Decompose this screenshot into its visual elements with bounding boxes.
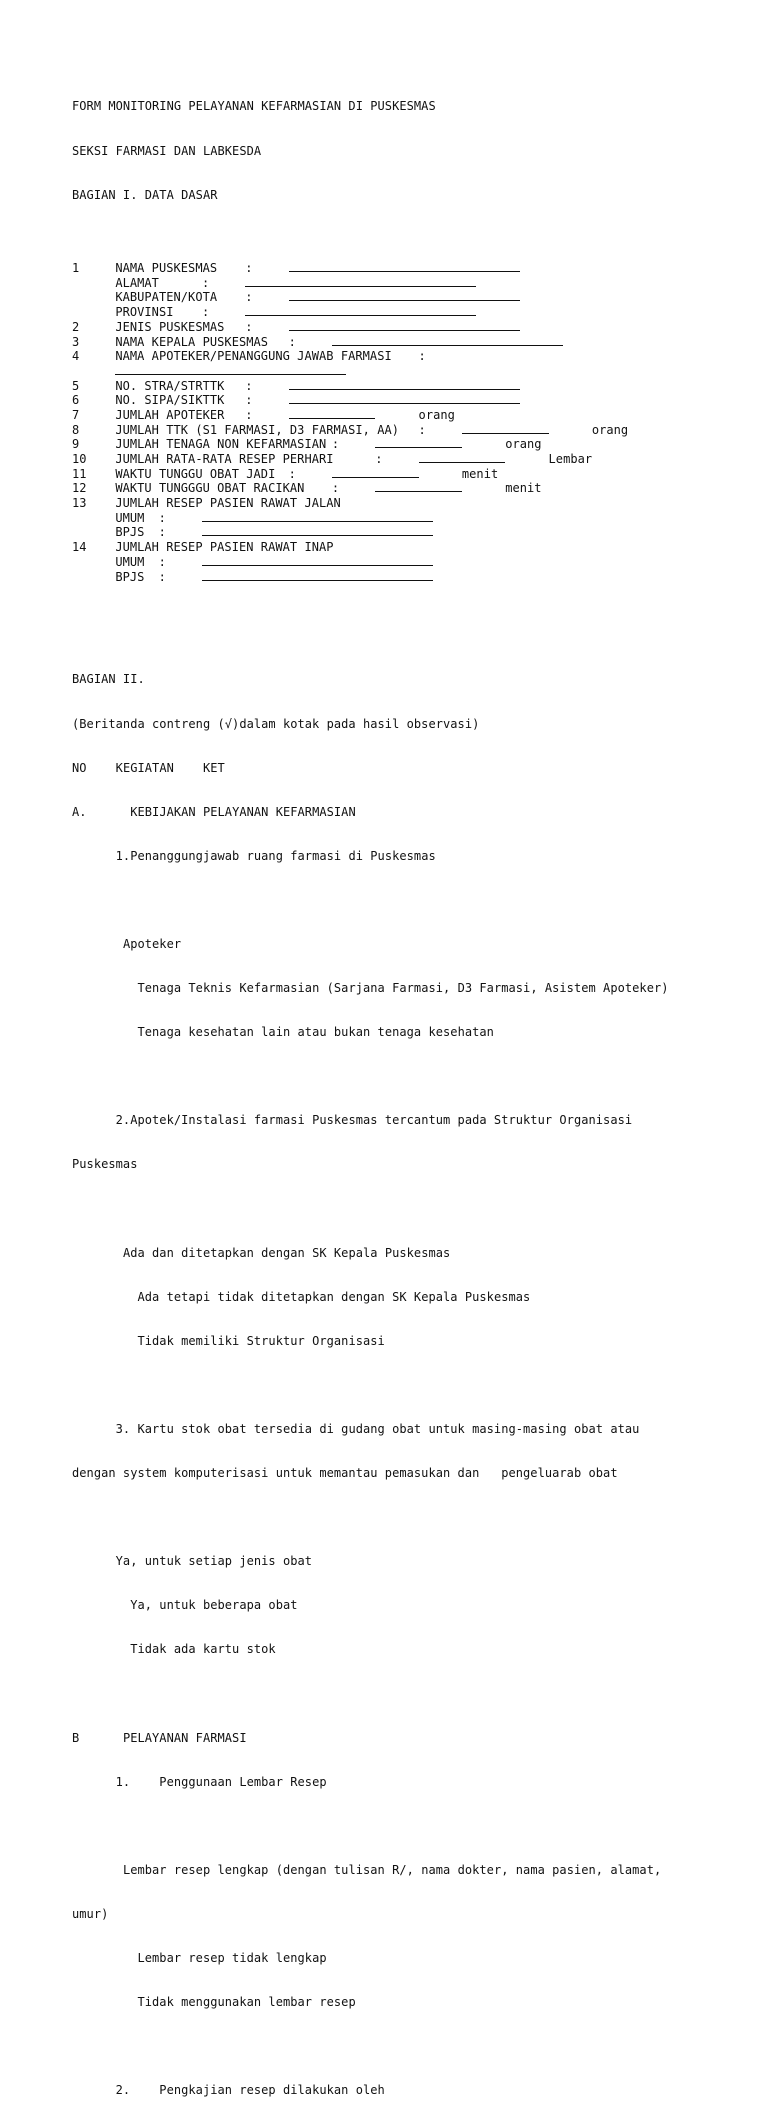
b-question-1-text: 1. Penggunaan Lembar Resep [115, 1774, 327, 1789]
field-input-line[interactable] [375, 481, 462, 492]
field-separator: : [158, 554, 166, 569]
field-input-line[interactable] [202, 525, 433, 536]
b1-option-3 [72, 1995, 712, 2010]
field-row [72, 525, 712, 540]
field-row [72, 481, 712, 496]
field-label: JUMLAH TTK (S1 FARMASI, D3 FARMASI, AA) [115, 422, 400, 437]
field-row [72, 276, 712, 291]
field-label: NAMA APOTEKER/PENANGGUNG JAWAB FARMASI [115, 349, 392, 364]
b1-option-2-text: Lembar resep tidak lengkap [137, 1951, 327, 1966]
field-row [72, 349, 712, 364]
field-label: BPJS [115, 569, 145, 584]
form-title: FORM MONITORING PELAYANAN KEFARMASIAN DI PUSKESMAS [72, 99, 436, 114]
field-row [72, 261, 712, 276]
field-separator: : [375, 452, 383, 467]
q1-option-3 [72, 1025, 712, 1040]
field-number: 2 [72, 319, 80, 334]
field-row [72, 393, 712, 408]
field-number: 14 [72, 540, 87, 555]
field-unit: orang [591, 422, 629, 437]
section-b-title: PELAYANAN FARMASI [122, 1730, 247, 1745]
question-1 [72, 849, 712, 864]
field-input-line[interactable] [202, 511, 433, 522]
field-number: 9 [72, 437, 80, 452]
field-input-line[interactable] [289, 320, 520, 331]
field-input-line[interactable] [332, 467, 419, 478]
b-question-1 [72, 1775, 712, 1790]
q2-option-3 [72, 1334, 712, 1349]
field-number: 7 [72, 407, 80, 422]
field-input-line[interactable] [289, 261, 520, 272]
field-number: 10 [72, 452, 87, 467]
field-input-line[interactable] [202, 555, 433, 566]
field-input-line[interactable] [245, 305, 476, 316]
q1-option-2-text: Tenaga Teknis Kefarmasian (Sarjana Farmasi, D3 Farmasi, Asistem Apoteker) [137, 981, 669, 996]
field-input-line[interactable] [289, 290, 520, 301]
field-separator: : [288, 334, 296, 349]
section-b-heading [72, 1731, 712, 1746]
field-row [72, 437, 712, 452]
field-number: 13 [72, 496, 87, 511]
section-a-title: KEBIJAKAN PELAYANAN KEFARMASIAN [130, 804, 356, 819]
field-separator: : [288, 466, 296, 481]
field-row [72, 452, 712, 467]
b1-option-3-text: Tidak menggunakan lembar resep [137, 1995, 356, 2010]
field-label: KABUPATEN/KOTA [115, 290, 218, 305]
field-label: UMUM [115, 510, 145, 525]
field-label: JUMLAH TENAGA NON KEFARMASIAN [115, 437, 327, 452]
q2-option-1-text: Ada dan ditetapkan dengan SK Kepala Puskesmas [122, 1245, 451, 1260]
field-row [72, 570, 712, 585]
field-separator: : [158, 525, 166, 540]
field-number: 4 [72, 349, 80, 364]
b-question-2-text: 2. Pengkajian resep dilakukan oleh [115, 2083, 385, 2098]
field-label: NAMA KEPALA PUSKESMAS [115, 334, 269, 349]
field-row [72, 320, 712, 335]
section-2-instruction: (Beritanda contreng (√)dalam kotak pada hasil observasi) [72, 716, 480, 731]
field-label: WAKTU TUNGGU OBAT JADI [115, 466, 276, 481]
field-label: BPJS [115, 525, 145, 540]
field-row [72, 290, 712, 305]
b-question-2 [72, 2083, 712, 2098]
field-separator: : [331, 481, 340, 496]
q3-option-2-text: Ya, untuk beberapa obat [130, 1598, 298, 1613]
field-separator: : [418, 349, 426, 364]
field-input-line[interactable] [375, 437, 462, 448]
field-label: JUMLAH RESEP PASIEN RAWAT INAP [115, 540, 334, 555]
field-unit: orang [505, 437, 542, 452]
field-number: 5 [72, 378, 80, 393]
q2-option-1 [72, 1246, 712, 1261]
col-kegiatan: KEGIATAN [115, 760, 174, 775]
field-label: NO. STRA/STRTTK [115, 378, 225, 393]
field-separator: : [245, 393, 253, 408]
section-2-title: BAGIAN II. [72, 672, 145, 687]
field-label: JUMLAH RATA-RATA RESEP PERHARI [115, 452, 334, 467]
field-row [72, 379, 712, 394]
field-input-line[interactable] [289, 393, 520, 404]
field-separator: : [245, 407, 253, 422]
field-label: PROVINSI [115, 305, 174, 320]
q1-option-3-text: Tenaga kesehatan lain atau bukan tenaga kesehatan [137, 1025, 494, 1040]
field-label: UMUM [115, 554, 145, 569]
field-unit: menit [461, 466, 499, 481]
document-page [72, 70, 712, 2113]
field-label: NAMA PUSKESMAS [115, 261, 218, 276]
field-number: 3 [72, 334, 80, 349]
field-number: 11 [72, 466, 87, 481]
field-label: JENIS PUSKESMAS [115, 319, 225, 334]
q1-option-1-text: Apoteker [122, 936, 182, 951]
question-1-text: 1.Penanggungjawab ruang farmasi di Puskesmas [115, 848, 436, 863]
question-2-line-2: Puskesmas [72, 1157, 138, 1172]
field-separator: : [245, 319, 253, 334]
q3-option-3-text: Tidak ada kartu stok [130, 1642, 276, 1657]
q3-option-2 [72, 1598, 712, 1613]
col-no: NO [72, 760, 87, 775]
q2-option-2 [72, 1290, 712, 1305]
q1-option-1 [72, 937, 712, 952]
field-unit: orang [418, 407, 455, 422]
field-separator: : [331, 437, 340, 452]
b1-option-1-line-2: umur) [72, 1907, 109, 1922]
question-3-line-2: dengan system komputerisasi untuk memantau pemasukan dan pengeluarab obat [72, 1466, 618, 1481]
b1-option-2 [72, 1951, 712, 1966]
field-row [72, 408, 712, 423]
field-separator: : [245, 290, 253, 305]
field-input-line[interactable] [115, 364, 346, 375]
field-input-line[interactable] [289, 379, 520, 390]
field-number: 1 [72, 261, 80, 276]
field-row [72, 496, 712, 511]
field-input-line[interactable] [462, 423, 549, 434]
field-separator: : [201, 275, 210, 290]
field-row [72, 305, 712, 320]
col-ket: KET [202, 760, 225, 775]
section-b-no: B [72, 1730, 80, 1745]
field-row-continuation [72, 364, 712, 379]
field-label: JUMLAH RESEP PASIEN RAWAT JALAN [115, 496, 341, 511]
field-row [72, 511, 712, 526]
field-input-line[interactable] [332, 335, 563, 346]
field-unit: Lembar [548, 452, 593, 467]
field-separator: : [201, 305, 210, 320]
field-label: NO. SIPA/SIKTTK [115, 393, 225, 408]
field-input-line[interactable] [419, 452, 506, 463]
q2-option-2-text: Ada tetapi tidak ditetapkan dengan SK Kepala Puskesmas [137, 1289, 531, 1304]
field-row [72, 467, 712, 482]
form-subtitle: SEKSI FARMASI DAN LABKESDA [72, 143, 262, 158]
field-row [72, 423, 712, 438]
question-3-text-a: 3. Kartu stok obat tersedia di gudang obat untuk masing-masing obat atau [115, 1422, 640, 1437]
b1-option-1-line-1 [72, 1863, 712, 1878]
field-unit: menit [505, 481, 542, 496]
field-row [72, 540, 712, 555]
b1-option-1-text: Lembar resep lengkap (dengan tulisan R/, nama dokter, nama pasien, alamat, [122, 1862, 662, 1877]
field-input-line[interactable] [245, 276, 476, 287]
field-number: 6 [72, 393, 80, 408]
q3-option-3 [72, 1642, 712, 1657]
q1-option-2 [72, 981, 712, 996]
q3-option-1 [72, 1554, 712, 1569]
field-input-line[interactable] [202, 570, 433, 581]
field-number: 12 [72, 481, 87, 496]
field-input-line[interactable] [289, 408, 376, 419]
data-fields [72, 261, 712, 584]
field-separator: : [245, 261, 253, 276]
field-separator: : [418, 422, 426, 437]
section-a-no: A. [72, 804, 87, 819]
field-label: WAKTU TUNGGGU OBAT RACIKAN [115, 481, 305, 496]
field-separator: : [158, 510, 166, 525]
question-3-line-1 [72, 1422, 712, 1437]
field-separator: : [158, 569, 166, 584]
question-2-text-a: 2.Apotek/Instalasi farmasi Puskesmas tercantum pada Struktur Organisasi [115, 1113, 633, 1128]
field-number: 8 [72, 422, 80, 437]
field-label: JUMLAH APOTEKER [115, 407, 225, 422]
section-1-title: BAGIAN I. DATA DASAR [72, 187, 218, 202]
section-a-heading [72, 805, 712, 820]
q2-option-3-text: Tidak memiliki Struktur Organisasi [137, 1333, 385, 1348]
question-2-line-1 [72, 1113, 712, 1128]
field-row [72, 555, 712, 570]
field-label: ALAMAT [115, 275, 159, 290]
table-header [72, 761, 712, 776]
field-row [72, 335, 712, 350]
field-separator: : [245, 378, 253, 393]
q3-option-1-text: Ya, untuk setiap jenis obat [115, 1554, 313, 1569]
